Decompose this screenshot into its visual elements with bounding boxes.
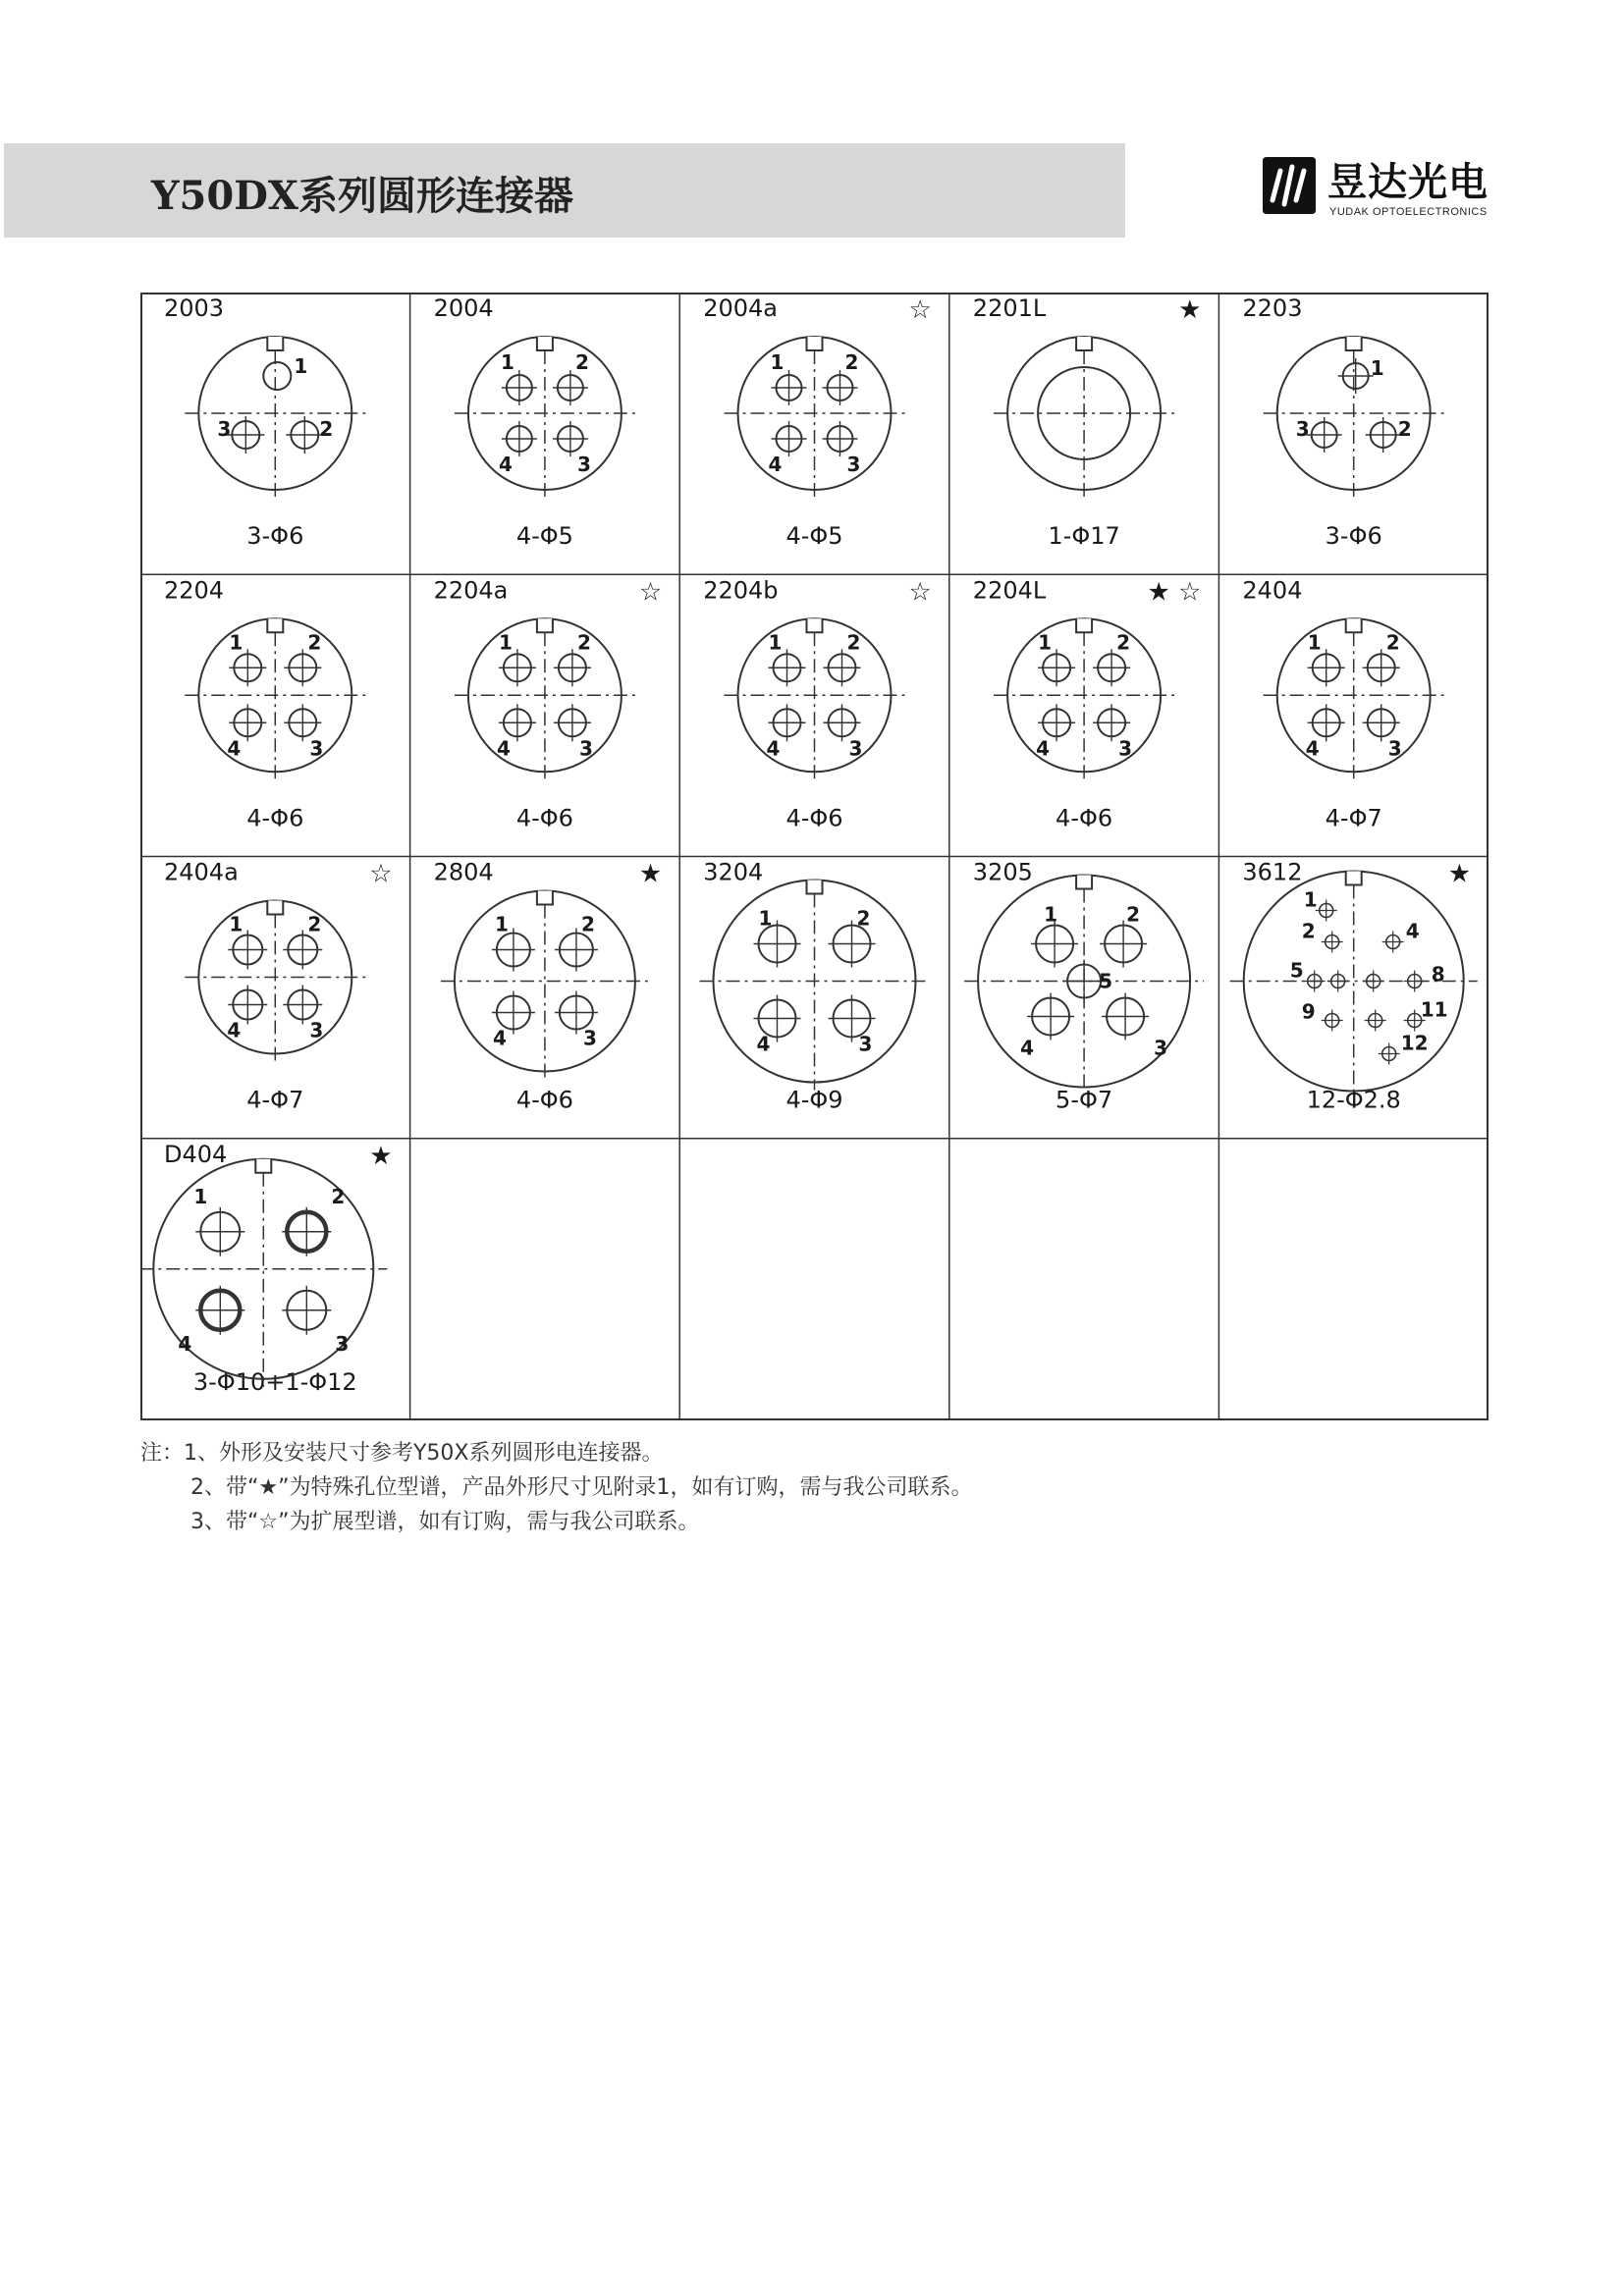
pin-number-label: 2 [1116,630,1131,655]
connector-mark-label: ★ [1178,295,1202,325]
pin-number-label: 1 [1303,887,1318,912]
connector-cell-2404a [164,859,393,1114]
pin-number-label: 4 [756,1032,771,1056]
pin-number-label: 2 [331,1184,346,1208]
pin-number-label: 2 [574,350,589,374]
connector-code-label: 2203 [1242,294,1303,322]
connector-spec-label: 4-Φ5 [785,522,843,550]
pin-number-label: 3 [846,453,861,476]
pin-number-label: 5 [1289,958,1304,983]
pin-number-label: 3 [848,736,863,761]
pin-number-label: 2 [307,630,322,655]
page-title: Y50DX系列圆形连接器 [151,173,573,219]
connector-spec-label: 5-Φ7 [1056,1086,1113,1114]
key-notch [1076,337,1092,350]
key-notch [537,618,553,632]
pin-number-label: 1 [758,906,773,931]
connector-cell-2204b [703,576,932,831]
brand-mark-icon [1257,153,1322,218]
pin-number-label: 4 [227,1018,242,1042]
connector-cell-3205 [964,859,1204,1114]
key-notch [807,337,823,350]
pin-number-label: 3 [1118,736,1133,761]
key-notch [1346,337,1362,350]
pin-number-label: 2 [1126,902,1141,927]
pin-number-label: 12 [1400,1031,1429,1055]
connector-cell-2203 [1242,294,1443,550]
pin-number-label: 3 [217,417,232,441]
pin-number-label: 5 [1099,969,1113,993]
pin-number-label: 3 [858,1032,873,1056]
pin-number-label: 4 [1036,736,1051,761]
key-notch [267,901,283,915]
pin-number-label: 3 [576,453,591,476]
key-notch [1346,618,1362,632]
connector-cell-2404 [1242,576,1443,831]
connector-spec-label: 3-Φ6 [1325,522,1382,550]
pin-number-label: 3 [1154,1036,1168,1060]
key-notch [537,891,553,905]
pin-number-label: 1 [1307,630,1322,655]
pin-number-label: 4 [766,736,781,761]
connector-code-label: 2404 [1242,576,1303,605]
brand-name-en: YUDAK OPTOELECTRONICS [1329,206,1488,218]
key-notch [807,881,823,894]
pin-number-label: 3 [309,1018,324,1042]
key-notch [1076,618,1092,632]
connector-code-label: 2004 [433,294,494,322]
pin-number-label: 2 [576,630,591,655]
pin-number-label: 3 [335,1331,350,1356]
connector-spec-label: 4-Φ6 [785,804,843,832]
key-notch [1076,876,1092,889]
connector-mark-label: ☆ [908,577,932,608]
connector-spec-label: 3-Φ6 [246,522,304,550]
connector-spec-label: 4-Φ5 [515,522,573,550]
pin-number-label: 2 [319,417,334,441]
pin-number-label: 2 [580,912,595,936]
pin-number-label: 3 [578,736,593,761]
connector-cell-2004 [434,294,635,550]
key-notch [537,337,553,350]
pin-number-label: 3 [309,736,324,761]
connector-spec-label: 1-Φ17 [1048,522,1120,550]
connector-mark-label: ★ ☆ [1147,577,1202,608]
connector-mark-label: ★ [369,1141,393,1171]
connector-grid [140,293,1489,1420]
pin-number-label: 2 [307,912,322,936]
key-notch [1346,872,1362,885]
connector-cell-3612 [1230,859,1478,1114]
pin-number-label: 2 [1385,630,1400,655]
note-2: 2、带“★”为特殊孔位型谱，产品外形尺寸见附录1，如有订购，需与我公司联系。 [190,1475,973,1500]
pin-number-label: 3 [582,1026,597,1050]
pin-number-label: 1 [500,350,514,374]
pin-number-label: 11 [1420,997,1448,1022]
connector-code-label: 2204b [703,576,779,605]
connector-spec-label: 4-Φ6 [246,804,304,832]
pin-number-label: 2 [856,906,871,931]
pin-number-label: 1 [294,354,308,378]
connector-mark-label: ☆ [369,859,393,889]
pin-number-label: 4 [496,736,511,761]
connector-spec-label: 4-Φ7 [246,1086,304,1114]
connector-cell-3204 [700,859,930,1114]
pin-number-label: 1 [229,630,244,655]
pin-number-label: 2 [844,350,859,374]
brand-logo [1257,149,1502,228]
pin-number-label: 1 [1370,356,1384,380]
connector-cell-2204L [973,576,1202,831]
pin-number-label: 3 [1295,417,1310,441]
connector-mark-label: ★ [1447,859,1471,889]
header-banner [4,143,1125,238]
connector-code-label: 2201L [972,294,1047,322]
brand-name-cn: 昱达光电 [1327,160,1489,205]
pin-number-label: 1 [229,912,244,936]
connector-cell-2204 [164,576,365,831]
connector-code-label: 2204L [972,576,1047,605]
connector-spec-label: 3-Φ10+1-Φ12 [192,1367,357,1396]
pin-number-label: 1 [498,630,513,655]
key-notch [267,337,283,350]
connector-code-label: 3204 [703,858,764,886]
pin-number-label: 1 [1038,630,1053,655]
connector-cell-2204a [434,576,663,831]
connector-mark-label: ★ [638,859,663,889]
pin-number-label: 3 [1387,736,1402,761]
connector-spec-label: 4-Φ9 [785,1086,843,1114]
pin-number-label: 4 [227,736,242,761]
connector-spec-label: 12-Φ2.8 [1306,1086,1401,1114]
connector-code-label: 3205 [972,858,1033,886]
note-3: 3、带“☆”为扩展型谱，如有订购，需与我公司联系。 [190,1510,700,1534]
connector-code-label: 2004a [703,294,778,322]
connector-cell-2804 [434,859,663,1114]
pin-number-label: 4 [498,453,513,476]
pin-number-label: 1 [1044,902,1058,927]
pin-number-label: 1 [193,1184,208,1208]
connector-code-label: 2204a [433,576,509,605]
connector-code-label: 3612 [1242,858,1303,886]
pin-number-label: 2 [1301,919,1316,943]
pin-number-label: 9 [1301,999,1316,1024]
pin-contact [263,362,291,390]
note-1: 注：1、外形及安装尺寸参考Y50X系列圆形电连接器。 [140,1441,664,1466]
connector-mark-label: ☆ [908,295,932,325]
pin-number-label: 4 [1020,1036,1035,1060]
pin-number-label: 4 [768,453,783,476]
pin-number-label: 1 [768,630,783,655]
connector-code-label: D404 [164,1140,228,1168]
connector-cell-2003 [164,294,365,550]
key-notch [807,618,823,632]
connector-cell-D404 [140,1141,393,1396]
connector-cell-2201L [973,294,1202,550]
connector-spec-label: 4-Φ6 [515,804,573,832]
connector-code-label: 2204 [164,576,225,605]
pin-number-label: 4 [1305,736,1320,761]
pin-number-label: 4 [1405,919,1420,943]
connector-spec-label: 4-Φ7 [1325,804,1382,832]
connector-code-label: 2003 [164,294,225,322]
pin-number-label: 1 [494,912,509,936]
connector-spec-label: 4-Φ6 [1056,804,1113,832]
pin-number-label: 1 [770,350,785,374]
notes [140,1436,973,1539]
pin-number-label: 4 [178,1331,192,1356]
key-notch [267,618,283,632]
pin-number-label: 4 [492,1026,507,1050]
key-notch [255,1159,271,1173]
connector-grid-drawing [140,293,1489,1420]
connector-spec-label: 4-Φ6 [515,1086,573,1114]
connector-cell-2004a [703,294,932,550]
pin-number-label: 2 [1397,417,1412,441]
pin-number-label: 2 [846,630,861,655]
connector-code-label: 2404a [164,858,239,886]
pin-number-label: 8 [1431,962,1445,987]
connector-code-label: 2804 [433,858,494,886]
connector-mark-label: ☆ [638,577,663,608]
